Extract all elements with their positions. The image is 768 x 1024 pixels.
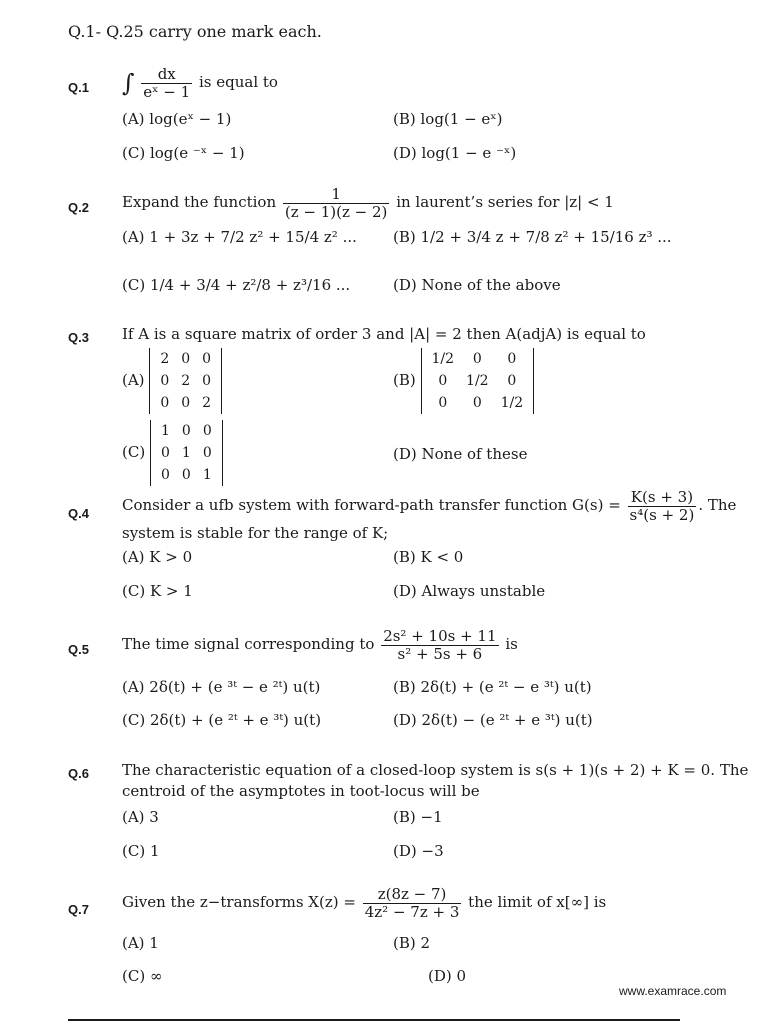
- option-c: (C) K > 1: [122, 582, 193, 600]
- question-number: Q.1: [68, 80, 89, 95]
- option-d: (D) None of the above: [393, 276, 561, 294]
- option-a: (A) K > 0: [122, 548, 193, 566]
- option-c: (C) 1: [122, 842, 160, 860]
- option-d: (D) −3: [393, 842, 444, 860]
- option-b: (B) 2δ(t) + (e ²ᵗ − e ³ᵗ) u(t): [393, 678, 592, 696]
- question-stem: The characteristic equation of a closed-loop system is s(s + 1)(s + 2) + K = 0. The: [122, 761, 749, 779]
- footer-divider: [68, 1019, 680, 1021]
- website-watermark: www.examrace.com: [619, 984, 727, 998]
- question-stem: Given the z−transforms X(z) = $\frac{z(8z - 7)}{\text{4z² − 7z + 3}}$ the limit of x[∞] is: [122, 885, 607, 921]
- matrix-c: 1 0 0 0 1 0 0 0 1: [150, 420, 223, 486]
- option-d: (D) None of these: [393, 445, 528, 463]
- option-a: (A) 3: [122, 808, 159, 826]
- option-d: (D) 2δ(t) − (e ²ᵗ + e ³ᵗ) u(t): [393, 711, 593, 729]
- question-number: Q.5: [68, 642, 89, 657]
- option-a: (A) 2 0 0 0 2 0 0 0 2: [122, 348, 222, 414]
- option-b: (B) K < 0: [393, 548, 464, 566]
- question-number: Q.6: [68, 766, 89, 781]
- integral-sign: ∫: [122, 69, 135, 97]
- option-c: (C) 2δ(t) + (e ²ᵗ + e ³ᵗ) u(t): [122, 711, 322, 729]
- section-header: Q.1- Q.25 carry one mark each.: [68, 22, 322, 41]
- question-number: Q.3: [68, 330, 89, 345]
- option-c: (C) ∞: [122, 967, 163, 985]
- option-b: (B) log(1 − eˣ): [393, 110, 503, 128]
- question-number: Q.2: [68, 200, 89, 215]
- question-number: Q.4: [68, 506, 89, 521]
- option-d: (D) log(1 − e ⁻ˣ): [393, 144, 517, 162]
- option-c: (C) 1 0 0 0 1 0 0 0 1: [122, 420, 223, 486]
- option-c: (C) 1/4 + 3/4 + z²/8 + z³/16 ...: [122, 276, 351, 294]
- option-a: (A) log(eˣ − 1): [122, 110, 232, 128]
- option-b: (B) 1/2 + 3/4 z + 7/8 z² + 15/16 z³ ...: [393, 228, 672, 246]
- question-number: Q.7: [68, 902, 89, 917]
- question-stem: If A is a square matrix of order 3 and |A| = 2 then A(adjA) is equal to: [122, 325, 646, 343]
- option-b: (B) −1: [393, 808, 443, 826]
- option-a: (A) 1: [122, 934, 159, 952]
- option-d: (D) Always unstable: [393, 582, 546, 600]
- option-b: (B) 1/2 0 0 0 1/2 0 0 0 1/2: [393, 348, 534, 414]
- question-stem: The time signal corresponding to $\frac{\text{2s² + 10s + 11}}{\text{s² + 5s + 6}}$ is: [122, 627, 518, 663]
- question-stem-line2: centroid of the asymptotes in toot-locus will be: [122, 782, 480, 800]
- option-c: (C) log(e ⁻ˣ − 1): [122, 144, 245, 162]
- option-a: (A) 2δ(t) + (e ³ᵗ − e ²ᵗ) u(t): [122, 678, 321, 696]
- option-a: (A) 1 + 3z + 7/2 z² + 15/4 z² ...: [122, 228, 357, 246]
- question-stem: Consider a ufb system with forward-path transfer function G(s) = $\frac{K(s + 3)}{\text{s⁴(s + 2)}}$ . The: [122, 488, 737, 524]
- question-stem: Expand the function $\frac{1}{(z - 1)(z - 2)}$ in laurent’s series for |z| < 1: [122, 185, 614, 221]
- integrand-fraction: $\frac{dx}{\text{eˣ − 1}}$: [143, 65, 191, 101]
- matrix-a: 2 0 0 0 2 0 0 0 2: [149, 348, 222, 414]
- matrix-b: 1/2 0 0 0 1/2 0 0 0 1/2: [421, 348, 535, 414]
- question-stem-line2: system is stable for the range of K;: [122, 524, 389, 542]
- option-d: (D) 0: [428, 967, 467, 985]
- question-stem: ∫ $\frac{dx}{\text{eˣ − 1}}$ is equal to: [122, 65, 278, 101]
- option-b: (B) 2: [393, 934, 431, 952]
